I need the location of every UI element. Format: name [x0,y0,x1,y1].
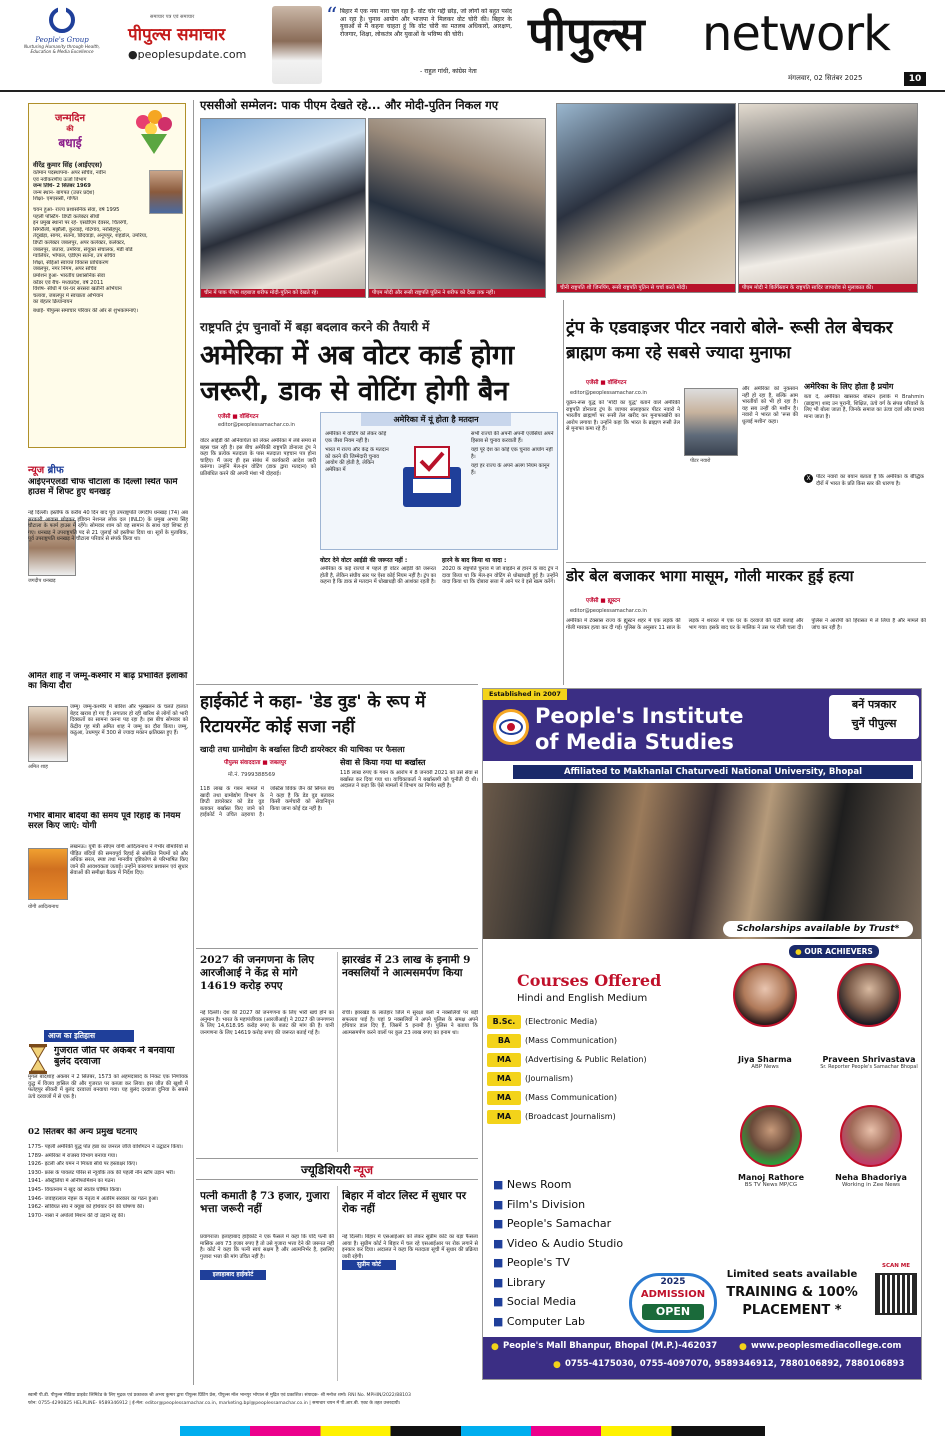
brief-item [28,478,188,668]
facility-item: ■ Social Media [493,1295,577,1308]
facility-item: ■ News Room [493,1178,572,1191]
murder-text: अमेरिका में टेक्सास राज्य के ह्यूस्टन शहर में एक लड़के की गोली मारकर हत्या कर दी गई। पुलिस के अनुसार 11 साल के लड़के ने शरारत में एक घर के दरवाजे की घंटी बजाई और भाग गया। इसके बाद घर के मालिक ने उस पर गोली चला दी। पुलिस ने आरोपी को हिरासत में ले लिया है और मामले की जांच कर रही है। [566,618,926,631]
wife-text: प्रयागराज। इलाहाबाद हाईकोर्ट ने एक फैसले में कहा कि यदि पत्नी की मासिक आय 73 हजार रुपए है तो उसे गुजारा भत्ता देने की जरूरत नहीं है। कोर्ट ने कहा कि पत्नी स्वयं सक्षम है और आत्मनिर्भर है, इसलिए गुजारा भत्ता की मांग उचित नहीं है। [200,1234,334,1260]
ad-courses-sub: Hindi and English Medium [517,993,648,1004]
logo-name: People's Group [35,36,89,44]
achiever-card [819,963,919,1083]
achiever-role: ABP News [751,1064,779,1070]
facility-item: ■ Computer Lab [493,1314,585,1328]
birthday-box [28,103,186,448]
x-social-icon: X [804,474,813,483]
bullet-icon: ■ [493,1236,504,1250]
brief-text: नई दिल्ली। इस्तीफे के करीब 40 दिन बाद पूर्व उपराष्ट्रपति जगदीप धनखड़ (74) अब सरकारी आवास छोड़कर इंडियन नेशनल लोक दल (INLD) के प्रमुख अभय सिंह चौटाला के फार्म हाउस में रहेंगे। सोमवार शाम को वह सामान के साथ यहां शिफ्ट हो गए। धनखड़ ने उपराष्ट्रपति पद से 21 जुलाई को इस्तीफा दिया था। सूत्रों के मुताबिक, पूर्व उपराष्ट्रपति धनखड़ ने चौटाला परिवार से संपर्क किया था। [28,510,188,543]
brief-headline: अमित शाह ने जम्मू-कश्मीर में बाढ़ प्रभावित इलाकों का किया दौरा [28,672,188,691]
events-title: 02 सितंबर की अन्य प्रमुख घटनाएं [28,1128,138,1137]
event-item: 1970- नासा ने अपोलो मिशन की दो उड़ानें रद्द की। [28,1212,126,1219]
brief-headline: गंभीर बीमार बंदियों की समय पूर्व रिहाई के नियम सरल किए जाएं: योगी [28,812,181,831]
column-divider [563,300,564,685]
achiever-name: Praveen Shrivastava [822,1055,916,1064]
ad-scan-label: SCAN ME [881,1263,910,1269]
quote-mark-icon: “ [326,4,338,29]
history-section [28,1030,188,1380]
section-divider [196,948,478,949]
amit-shah-photo [28,706,68,762]
ad-footer-bar [483,1337,922,1380]
brand-hindi: पीपुल्स [528,7,645,61]
rahul-quote: बिहार में एक नया नारा चल रहा है- वोट चोर गद्दी छोड़, जो लोगों को बहुत पसंद आ रहा है। चुनाव आयोग और भाजपा ने मिलकर वोट चोरी की। बिहार के युवाओं से मैं कहना चाहता हूं कि वोट चोरी का मतलब अधिकारों, आरक्षण, रोजगार, शिक्षा, लोकतंत्र और युवाओं के भविष्य की चोरी। [340,8,512,38]
achiever-role: BS TV News MP/CG [744,1182,798,1188]
wife-headline: पत्नी कमाती है 73 हजार, गुजारा भत्ता जरूरी नहीं [200,1190,330,1215]
naxal-headline: झारखंड में 23 लाख के इनामी 9 नक्सलियों ने आत्मसमर्पण किया [342,954,471,979]
ad-title: People's Institute of Media Studies [535,704,744,754]
voting-box-item: यहां हर राज्य के अपने अलग नियम कानून हैं। [471,463,550,476]
brief-item [28,812,188,962]
usa-subhead: हारने के बाद किया था वादा : [442,557,507,564]
voting-box-title: अमेरिका में यूं होता है मतदान [361,413,511,426]
admission-badge: 2025 ADMISSION OPEN [629,1273,717,1333]
event-item: 1926- इटली और यमन ने मित्रता संधि पर हस्ताक्षर किए। [28,1161,138,1168]
quote-author: - राहुल गांधी, कांग्रेस नेता [420,68,477,75]
trump-byline: एजेंसी ■ वॉशिंगटन [586,380,627,386]
ad-photo-collage [483,783,922,939]
event-item: 1945- वियतनाम ने खुद को स्वतंत्र घोषित किया। [28,1186,122,1193]
achiever-role: Working in Zee News [841,1182,901,1188]
usa-text: 2020 के राष्ट्रपति चुनाव में जो बाइडेन से हारने के बाद ट्रंप ने दावा किया था कि मेल-इन वोटिंग से धोखाधड़ी हुई है। उन्होंने वादा किया था कि दोबारा सत्ता में आने पर वे इसे खत्म करेंगे। [442,566,558,586]
imprint-line: फोन: 0755-4290825 HELPLINE- 9589346912 | ई-मेल: editor@peoplessamachar.co.in, marketing.bpl@peoplessamachar.co.in | समाचार चयन में पी.आर.बी. एक्ट के तहत उत्तरदायी। [28,1401,401,1406]
voting-box-col [471,431,555,477]
bullet-icon: ■ [493,1295,504,1308]
course-item: BA (Mass Communication) [487,1032,717,1049]
star-icon: ● [795,947,802,956]
location-icon: ● [491,1342,499,1352]
trump-side-headline: अमेरिका के लिए होता है प्रयोग [804,382,894,391]
event-item: 1775- पहली अमेरिकी युद्ध पोत हन्ना का जनरल जॉर्ज वाशिंगटन ने उद्घाटन किया। [28,1144,183,1150]
vote-ballot-icon [397,441,467,511]
history-title: गुजरात जीत पर अकबर ने बनवाया बुलंद दरवाजा [54,1046,175,1067]
yogi-photo [28,848,68,900]
trump-text: बता दें, अमेरिका खासकर बोस्टन इलाके में Brahmin (ब्राह्मण) शब्द उन पुरानी, शिक्षित, ऊंचे वर्ग के संपन्न परिवारों के लिए भी बोला जाता है, जिनके समाज का ऊंचा दर्जा और प्रभाव माना जाता है। [804,394,924,420]
trump-text: और अमेरिका को नुकसान नहीं हो रहा है, बल्कि आम भारतीयों को भी हो रहा है। यह सब उन्हीं की मशीन है। नवारो ने भारत को 'रूस की धुलाई मशीन' कहा। [742,386,798,425]
ad-established: Established in 2007 [483,689,567,700]
bullet-icon: ■ [493,1178,504,1191]
facility-item: ■ People's Samachar [493,1217,612,1230]
achiever-photo [840,1105,902,1167]
brief-headline: आईएनएलडी चीफ चौटाला के दिल्ली स्थित फार्म हाउस में शिफ्ट हुए धनखड़ [28,478,178,497]
voting-box-col [325,431,391,474]
facility-item: ■ Library [493,1275,546,1289]
paper-name: पीपुल्स समाचार [128,25,226,45]
sco-photo [200,118,366,298]
media-institute-ad [482,688,922,1380]
globe-icon: ● [128,48,138,61]
column-divider [337,1186,338,1381]
brief-photo-caption: जगदीप धनखड़ [28,578,56,584]
web-icon: ● [739,1342,747,1352]
naxal-text: रांची। झारखंड के लातेहार जिले में सुरक्षा बलों ने नक्सलियों पर बड़ी सफलता पाई है। यहां 9 नक्सलियों ने अपने पुलिस के समक्ष अपने हथियार डाल दिए हैं, जिसमें 5 इनामी हैं। पुलिस ने बताया कि आत्मसमर्पण करने वालों पर कुल 23 लाख रुपए का इनाम था। [342,1010,478,1036]
achiever-card [721,1105,821,1205]
news-brief-title: न्यूज ब्रीफ [28,465,64,476]
hourglass-icon [28,1044,50,1074]
trump-text: यूक्रेन-रूस युद्ध को 'मोदी का युद्ध' बताने वाले अमेरिकी राष्ट्रपति डोनाल्ड ट्रंप के व्यापार सलाहकार पीटर नवारो ने भारतीय ब्राह्मणों पर रूसी तेल खरीद कर मुनाफाखोरी का आरोप लगाया है। उन्होंने कहा कि भारत के ब्राह्मण रूसी तेल से मुनाफा कमा रहे हैं। [566,400,680,433]
peoples-group-logo [22,6,102,86]
usa-kicker: राष्ट्रपति ट्रंप चुनावों में बड़ा बदलाव करने की तैयारी में [200,320,430,334]
bullet-icon: ■ [493,1275,504,1289]
birthday-details: वर्तमान पदस्थापना- अपर सचिव, नवीन एवं नवीकरणीय ऊर्जा विभाग जन्म तिथि- 2 सितंबर 1969 जन्म स्थान- बागपत (उत्तर प्रदेश) शिक्षा- एमएससी, गणित चयन हुआ- राज्य प्रशासनिक सेवा, वर्ष 1995 पहली पोस्टिंग- डिप्टी कलेक्टर सीधी इन प्रमुख स्थानों पर रहे- एसडीएम देवसर, चितरंगी, सिंगरौली, मझौली, कुरवाई, गोटेगांव, नरसिंहपुर, तेंदूखेड़ा, सागर, सतना, छिंदवाड़ा, अनूपपुर, शहडोल, उमरिया, डिप्टी कलेक्टर जबलपुर, अपर कलेक्टर, कलेक्टर, जबलपुर, जतारा, उमरिया, संयुक्त संचालक, मंडी बोर्ड ग्वालियर, भोपाल, एडीएम सतना, उप सचिव शिक्षा, सीईओ स्वायत्त विकास प्राधिकरण जबलपुर, नगर निगम, अपर सचिव प्रमोशन हुआ- भारतीय प्रशासनिक सेवा कॉडर एवं बैच- मध्यप्रदेश, वर्ष 2011 विशेष- सीधी में घर-घर सरसरा खतीनी अभियान चलाया, जबलपुर में स्वच्छता अभियान का बेहतर क्रियान्वयन बधाई- पीपुल्स समाचार परिवार की ओर से शुभकामनाएं। [33,170,148,314]
sco-photo [556,103,736,293]
column-divider [193,100,194,1385]
photo-caption: चीन में पाक पीएम शहबाज शरीफ मोदी-पुतिन को देखते रहे। [201,289,365,297]
judiciary-banner: ज्यूडिशियरी न्यूज [196,1158,478,1180]
brand-english: network [702,6,890,62]
usa-subhead: वोटर देने वोटर आईडी की जरूरत नहीं : [320,557,408,564]
achiever-name: Jiya Sharma [738,1055,792,1064]
bullet-icon: ■ [493,1217,504,1230]
issue-date: मंगलवार, 02 सितंबर 2025 [788,74,863,82]
achiever-photo [740,1105,802,1167]
page-number: 10 [904,72,926,86]
court-text: 118 लाख के गबन मामले में खादी तथा ग्रामोद्योग विभाग के डिप्टी डायरेक्टर को डेड वुड बताकर बर्खास्त किए जाने को हाईकोर्ट ने उचित ठहराया है। जस्टिस विवेक जैन की सिंगल बेंच ने कहा है कि डेड वुड बताकर किसी कर्मचारी को सेवानिवृत्त किया जाना कोई दंड नहीं है। [200,786,334,819]
bihar-text: नई दिल्ली। बिहार में एसआईआर को लेकर सुप्रीम कोर्ट का बड़ा फैसला आया है। सुप्रीम कोर्ट ने बिहार में चल रहे एसआईआर पर रोक लगाने से इनकार कर दिया। अदालत ने कहा कि मतदाता सूची में सुधार की प्रक्रिया जारी रहेगी। [342,1234,478,1260]
sco-photo [738,103,918,293]
ad-courses-title: Courses Offered [517,971,662,990]
photo-caption: चीनी राष्ट्रपति शी जिनपिंग, रूसी राष्ट्रपति पुतिन से चर्चा करते मोदी। [557,284,735,292]
brief-item [28,672,188,808]
flower-bouquet-icon [129,108,179,156]
murder-byline: एजेंसी ■ ह्यूस्टन [586,598,621,604]
imprint-line: स्वामी पी.डी. पीपुल्स मीडिया प्राइवेट लिमिटेड के लिए मुद्रक एवं प्रकाशक श्री अभय कुमार द्वारा पीपुल्स प्रिंटिंग प्रेस, पीपुल्स मॉल भानपुर भोपाल से मुद्रित एवं प्रकाशित। संपादक- श्री मनोज शर्मा। RNI No. MPHIN/2022/88103 [28,1393,411,1398]
section-divider [566,562,926,563]
sco-headline: एससीओ सम्मेलन: पाक पीएम देखते रहे... और मोदी-पुतिन निकल गए [200,98,499,112]
usa-email: editor@peoplessamachar.co.in [218,422,295,428]
achiever-photo [837,963,901,1027]
qr-code-icon[interactable] [875,1273,917,1315]
bihar-headline: बिहार में वोटर लिस्ट में सुधार पर रोक नहीं [342,1190,466,1215]
section-divider [196,684,478,685]
course-item: MA (Broadcast Journalism) [487,1108,717,1125]
voting-box-item: यहां पूरे देश का कोई एक चुनाव आयोग नहीं है। [471,447,553,460]
sco-photo [368,118,546,298]
photo-caption: पीएम मोदी और रूसी राष्ट्रपति पुतिन ने शरीफ को देखा तक नहीं। [369,289,545,297]
court-text: 118 लाख रुपए के गबन के आरोप में 8 जनवरी 2021 को उसे सेवा से बर्खास्त कर दिया गया था। याचिकाकर्ता ने बर्खास्तगी को चुनौती दी थी। अदालत ने कहा कि ऐसे मामलों में विभाग का निर्णय सही है। [340,770,478,790]
trump-text: पीटर नवारो का बयान बताता है कि अमेरिका के बौद्धिक दौरों में भारत के प्रति किस स्तर की धारणा है। [816,474,924,487]
brief-text: जम्मू। जम्मू-कश्मीर में बारिश और भूस्खलन के चलते हालात बेहद खराब हो गए हैं। लगातार हो रही बारिश से लोगों को भारी दिक्कतों का सामना करना पड़ रहा है। इस बीच सोमवार को केंद्रीय गृह मंत्री अमित शाह ने जम्मू का दौरा किया। जम्मू, कठुआ, उधमपुर में 300 से ज्यादा मकान क्षतिग्रस्त हुए हैं। [70,704,188,737]
census-headline: 2027 की जनगणना के लिए आरजीआई ने केंद्र से मांगे 14619 करोड़ रुपए [200,954,315,992]
ad-achievers-title: ● OUR ACHIEVERS [789,945,879,958]
achiever-name: Neha Bhadoriya [835,1173,907,1182]
achiever-card [721,963,809,1083]
ad-affiliation: Affiliated to Makhanlal Chaturvedi National University, Bhopal [513,765,913,779]
bullet-icon: ■ [493,1314,504,1328]
usa-text: अमेरिका के कई राज्यों में पहले ही वोटर आईडी की जरूरत होती है, लेकिन संघीय स्तर पर ऐसा कोई नियम नहीं है। ट्रंप का कहना है कि डाक से मतदान में धोखाधड़ी की आशंका रहती है। [320,566,436,586]
voting-box-item: अमेरिका में वोटिंग को लेकर कोई एक जैसा नियम नहीं है। [325,431,387,444]
wife-tag: इलाहाबाद हाईकोर्ट [200,1270,266,1280]
ad-phones: 0755-4175030, 0755-4097070, 9589346912, 7880106892, 7880106893 [565,1359,905,1369]
voting-box-item: सभी राज्यों की अपनी अपनी एजेंसियां अपने हिसाब से चुनाव करवाती हैं। [471,431,554,444]
birthday-name: वीरेंद्र कुमार सिंह (आईएएस) [33,161,103,169]
event-item: 1789- अमेरिका में राजस्व विभाग बनाया गया। [28,1152,118,1159]
voting-box-item: भारत में राज्य और केंद्र के मतदान को करने की जिम्मेदारी चुनाव आयोग की होती है, लेकिन अमेरिका में [325,447,389,473]
census-text: नई दिल्ली। देश की 2027 की जनगणना के लिए भारी खर्च होने का अनुमान है। भारत के महापंजीयक (आरजीआई) ने 2027 की जनगणना के लिए 14,618.95 करोड़ रुपए के बजट की मांग की है। यानी जनगणना के लिए 14619 करोड़ रुपए की जरूरत बताई गई है। [200,1010,334,1036]
course-item: MA (Mass Communication) [487,1089,717,1106]
course-item: MA (Journalism) [487,1070,717,1087]
brief-text: लखनऊ। यूपी के सीएम योगी आदित्यनाथ ने गंभीर बीमारियों से पीड़ित बंदियों की समयपूर्व रिहाई से संबंधित नियमों को और अधिक सरल, स्पष्ट तथा मानवीय दृष्टिकोण से परिभाषित किए जाने की आवश्यकता जताई। उन्होंने कारागार प्रशासन एवं सुधार सेवाओं की समीक्षा बैठक में निर्देश दिए। [70,844,188,877]
murder-email: editor@peoplessamachar.co.in [570,608,647,614]
ad-courses-list [487,1013,717,1127]
court-mobile: मो.नं. 7999388569 [228,772,276,778]
birthday-title: जन्मदिन की बधाई [54,113,86,150]
trump-email: editor@peoplessamachar.co.in [570,390,647,396]
events-list [28,1144,188,1380]
rahul-photo [272,6,322,84]
ad-address: People's Mall Bhanpur, Bhopal (M.P.)-462037 [503,1341,718,1351]
murder-headline: डोर बेल बजाकर भागा मासूम, गोली मारकर हुई हत्या [566,568,854,585]
event-item: 1930- फ्रांस के पायलट पेरिस से न्यूयॉर्क तक की पहली नॉन स्टॉप उड़ान भरी। [28,1169,175,1176]
event-item: 1941- ऑस्ट्रेलिया में ओनीफार्मिशन का गठन। [28,1178,116,1185]
court-headline: हाईकोर्ट ने कहा- 'डेड वुड' के रूप में रिटायरमेंट कोई सजा नहीं [200,692,426,737]
event-item: 1946- जवाहरलाल नेहरू के नेतृत्व में अंतरिम सरकार का गठन हुआ। [28,1195,159,1202]
achiever-name: Manoj Rathore [737,1173,805,1182]
achiever-photo [733,963,797,1027]
achiever-card [823,1105,919,1205]
ad-badge: बनें पत्रकार चुनें पीपुल्स [829,695,919,739]
court-subhead: खादी तथा ग्रामोद्योग के बर्खास्त डिप्टी डायरेक्टर की याचिका पर फैसला [200,745,405,754]
bihar-tag: सुप्रीम कोर्ट [342,1260,396,1270]
history-text: मुगल बादशाह अकबर ने 2 सितंबर, 1573 को अहमदाबाद के निकट एक निर्णायक युद्ध में विजय हासिल की और गुजरात पर कब्जा कर लिया। इस जीत की खुशी में फतेहपुर सीकरी में बुलंद दरवाजा बनवाया गया। यह बुलंद दरवाजा दुनिया के सबसे ऊंचे दरवाजों में से एक है। [28,1074,188,1100]
paper-tag: समाचार पत्र एवं समाचार [150,14,195,20]
usa-headline: अमेरिका में अब वोटर कार्ड होगा जरूरी, डाक से वोटिंग होगी बैन [200,340,515,407]
usa-voting-box [320,412,558,550]
facility-item: ■ Film's Division [493,1197,586,1211]
bullet-icon: ■ [493,1197,504,1211]
usa-text: वोटर आईडी की अनिवार्यता को लेकर अमेरिका में लंबे समय से बहस चल रही है। इस बीच अमेरिकी राष्ट्रपति डोनाल्ड ट्रंप ने कहा कि प्रत्येक मतदाता के पास मतदाता पहचान पत्र होना चाहिए। मैं जल्द ही इस संबंध में कार्यकारी आदेश जारी करूंगा। उन्होंने मेल-इन वोटिंग (डाक द्वारा मतदान) को प्रतिबंधित करने की अपनी मंशा भी दोहराई। [200,438,316,477]
photo-caption: पीएम मोदी ने किर्गिस्तान के राष्ट्रपति सादिर जापारोव से मुलाकात की। [739,284,917,292]
achiever-role: Sr. Reporter People's Samachar Bhopal [820,1064,918,1070]
ad-limited: Limited seats available [726,1269,858,1280]
history-label: आज का इतिहास [44,1030,134,1042]
court-side-headline: सेवा से किया गया था बर्खास्त [340,758,426,767]
ad-logo-icon [493,709,529,745]
paper-website: ●peoplesupdate.com [128,48,247,61]
course-item: MA (Advertising & Public Relation) [487,1051,717,1068]
phone-icon: ● [553,1360,561,1370]
brief-photo-caption: अमित शाह [28,764,48,770]
ad-placement: PLACEMENT * [742,1303,842,1318]
event-item: 1962- सोवियत संघ ने क्यूबा को हथियार देने की घोषणा की। [28,1204,145,1211]
column-divider [337,952,338,1152]
court-byline: पीपुल्स संवाददाता ■ जबलपुर [224,760,287,766]
logo-ring-icon [47,6,77,34]
ad-website[interactable]: www.peoplesmediacollege.com [751,1341,902,1351]
logo-tagline: Nurturing Humanity through Health, Education & Media Excellence [23,44,100,55]
ad-scholarship: Scholarships available by Trust* [723,921,913,937]
brief-photo-caption: योगी आदित्यनाथ [28,904,59,910]
navarro-photo [684,388,738,456]
facility-item: ■ People's TV [493,1256,570,1269]
facility-item: ■ Video & Audio Studio [493,1236,624,1250]
print-color-strip [180,1426,765,1436]
masthead [0,0,945,92]
course-item: B.Sc. (Electronic Media) [487,1013,717,1030]
bullet-icon: ■ [493,1256,504,1269]
ad-training: TRAINING & 100% [726,1285,858,1300]
navarro-caption: पीटर नवारो [690,458,711,464]
usa-byline: एजेंसी ■ वॉशिंगटन [218,414,259,420]
trump-headline: ट्रंप के एडवाइजर पीटर नवारो बोले- रूसी तेल बेचकर ब्राह्मण कमा रहे सबसे ज्यादा मुनाफा [566,318,893,363]
